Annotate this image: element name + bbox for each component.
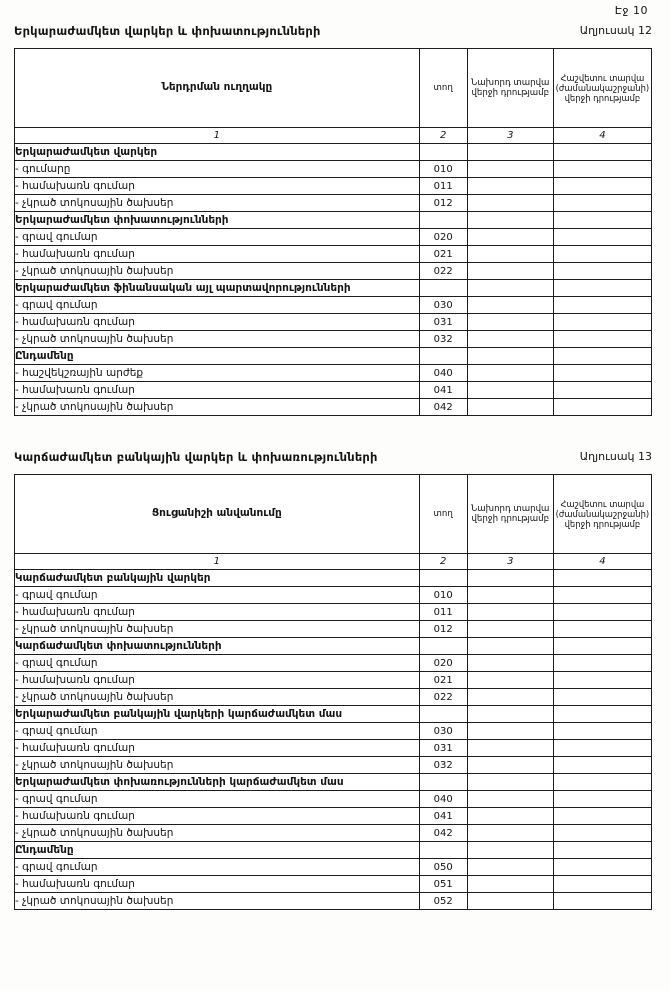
row-label: - գրավ գումար xyxy=(15,723,420,740)
row-value-prev-year[interactable] xyxy=(467,178,553,195)
row-value-report-year[interactable] xyxy=(553,893,651,910)
table-row xyxy=(15,263,652,280)
row-value-report-year[interactable] xyxy=(553,570,651,587)
row-label: - գրավ գումար xyxy=(15,655,420,672)
row-label: Երկարաժամկետ փոխատությունների xyxy=(15,212,420,229)
column-number-1: 1 xyxy=(15,554,420,570)
section-2-header xyxy=(14,450,652,470)
row-code xyxy=(419,774,467,791)
table-row xyxy=(15,825,652,842)
table-section-1 xyxy=(0,24,670,416)
row-value-prev-year[interactable] xyxy=(467,382,553,399)
row-code: 051 xyxy=(419,876,467,893)
row-label: - չկրած տոկոսային ծախսեր xyxy=(15,263,420,280)
row-code: 052 xyxy=(419,893,467,910)
row-label: - համախառն գումար xyxy=(15,382,420,399)
table-row xyxy=(15,314,652,331)
row-value-report-year[interactable] xyxy=(553,672,651,689)
table-row xyxy=(15,399,652,416)
column-number-2: 2 xyxy=(419,554,467,570)
row-value-report-year[interactable] xyxy=(553,263,651,280)
row-code: 010 xyxy=(419,161,467,178)
row-code: 040 xyxy=(419,791,467,808)
row-value-prev-year[interactable] xyxy=(467,587,553,604)
row-code: 011 xyxy=(419,178,467,195)
row-value-prev-year[interactable] xyxy=(467,825,553,842)
row-label: - հաշվեկշռային արժեք xyxy=(15,365,420,382)
row-value-report-year[interactable] xyxy=(553,229,651,246)
table-row xyxy=(15,859,652,876)
row-value-prev-year[interactable] xyxy=(467,893,553,910)
section-2-annex-label: Աղյուսակ 13 xyxy=(579,450,652,463)
row-code: 032 xyxy=(419,757,467,774)
row-value-prev-year[interactable] xyxy=(467,876,553,893)
row-value-report-year[interactable] xyxy=(553,348,651,365)
column-header-report-year: Հաշվետու տարվա (ժամանակաշրջանի) վերջի դրությամբ xyxy=(553,49,651,128)
row-value-report-year[interactable] xyxy=(553,212,651,229)
table-row xyxy=(15,672,652,689)
row-value-report-year[interactable] xyxy=(553,382,651,399)
row-value-report-year[interactable] xyxy=(553,399,651,416)
row-code: 030 xyxy=(419,723,467,740)
row-code: 021 xyxy=(419,246,467,263)
table-row xyxy=(15,348,652,365)
column-header-prev-year: Նախորդ տարվա վերջի դրությամբ xyxy=(467,49,553,128)
row-label: Երկարաժամկետ ֆինանսական այլ պարտավորությունների xyxy=(15,280,420,297)
row-value-prev-year[interactable] xyxy=(467,161,553,178)
row-code xyxy=(419,212,467,229)
column-header-code: տող xyxy=(419,475,467,554)
table-row xyxy=(15,808,652,825)
row-value-report-year[interactable] xyxy=(553,706,651,723)
row-label: - չկրած տոկոսային ծախսեր xyxy=(15,331,420,348)
row-label: - համախառն գումար xyxy=(15,672,420,689)
row-value-report-year[interactable] xyxy=(553,297,651,314)
row-value-prev-year[interactable] xyxy=(467,229,553,246)
column-number-1: 1 xyxy=(15,128,420,144)
row-value-report-year[interactable] xyxy=(553,246,651,263)
column-header-report-year: Հաշվետու տարվա (ժամանակաշրջանի) վերջի դրությամբ xyxy=(553,475,651,554)
table-row xyxy=(15,297,652,314)
row-value-prev-year[interactable] xyxy=(467,638,553,655)
table-row xyxy=(15,161,652,178)
table-1 xyxy=(14,48,652,416)
table-row xyxy=(15,604,652,621)
table-row xyxy=(15,144,652,161)
row-label: - համախառն գումար xyxy=(15,178,420,195)
table-row xyxy=(15,621,652,638)
row-value-report-year[interactable] xyxy=(553,195,651,212)
table-row xyxy=(15,655,652,672)
row-value-prev-year[interactable] xyxy=(467,280,553,297)
row-value-report-year[interactable] xyxy=(553,144,651,161)
row-code: 042 xyxy=(419,825,467,842)
row-value-report-year[interactable] xyxy=(553,876,651,893)
row-value-prev-year[interactable] xyxy=(467,144,553,161)
table-2-number-row xyxy=(15,554,652,570)
row-value-report-year[interactable] xyxy=(553,791,651,808)
row-value-report-year[interactable] xyxy=(553,638,651,655)
row-value-prev-year[interactable] xyxy=(467,757,553,774)
row-value-report-year[interactable] xyxy=(553,587,651,604)
row-value-report-year[interactable] xyxy=(553,740,651,757)
row-label: - չկրած տոկոսային ծախսեր xyxy=(15,621,420,638)
section-1-title: Երկարաժամկետ վարկեր և փոխատությունների xyxy=(14,24,321,38)
row-label: - գրավ գումար xyxy=(15,791,420,808)
table-row xyxy=(15,774,652,791)
row-value-report-year[interactable] xyxy=(553,331,651,348)
row-code: 040 xyxy=(419,365,467,382)
row-label: - համախառն գումար xyxy=(15,604,420,621)
row-value-prev-year[interactable] xyxy=(467,263,553,280)
row-label: - համախառն գումար xyxy=(15,808,420,825)
row-value-prev-year[interactable] xyxy=(467,604,553,621)
row-value-prev-year[interactable] xyxy=(467,689,553,706)
table-row xyxy=(15,229,652,246)
row-label: Երկարաժամկետ բանկային վարկերի կարճաժամկետ մաս xyxy=(15,706,420,723)
table-row xyxy=(15,331,652,348)
table-row xyxy=(15,178,652,195)
row-code xyxy=(419,348,467,365)
row-value-prev-year[interactable] xyxy=(467,399,553,416)
row-code xyxy=(419,280,467,297)
row-value-report-year[interactable] xyxy=(553,161,651,178)
row-code: 012 xyxy=(419,621,467,638)
row-value-prev-year[interactable] xyxy=(467,655,553,672)
row-value-report-year[interactable] xyxy=(553,808,651,825)
table-row xyxy=(15,706,652,723)
row-code: 041 xyxy=(419,382,467,399)
page-number: Էջ 10 xyxy=(614,4,648,17)
row-label: Կարճաժամկետ բանկային վարկեր xyxy=(15,570,420,587)
row-label: - գումարը xyxy=(15,161,420,178)
row-code: 042 xyxy=(419,399,467,416)
column-number-4: 4 xyxy=(553,128,651,144)
row-value-prev-year[interactable] xyxy=(467,791,553,808)
column-number-4: 4 xyxy=(553,554,651,570)
row-value-prev-year[interactable] xyxy=(467,331,553,348)
row-value-report-year[interactable] xyxy=(553,689,651,706)
table-row xyxy=(15,212,652,229)
row-value-prev-year[interactable] xyxy=(467,621,553,638)
row-label: Ընդամենը xyxy=(15,348,420,365)
row-label: Կարճաժամկետ փոխատությունների xyxy=(15,638,420,655)
table-row xyxy=(15,876,652,893)
table-row xyxy=(15,893,652,910)
row-value-report-year[interactable] xyxy=(553,842,651,859)
row-value-report-year[interactable] xyxy=(553,604,651,621)
row-code: 011 xyxy=(419,604,467,621)
row-value-prev-year[interactable] xyxy=(467,348,553,365)
row-value-prev-year[interactable] xyxy=(467,246,553,263)
row-label: - համախառն գումար xyxy=(15,740,420,757)
row-label: Ընդամենը xyxy=(15,842,420,859)
table-row xyxy=(15,195,652,212)
row-value-prev-year[interactable] xyxy=(467,808,553,825)
row-value-report-year[interactable] xyxy=(553,365,651,382)
row-code xyxy=(419,638,467,655)
table-row xyxy=(15,587,652,604)
row-label: - չկրած տոկոսային ծախսեր xyxy=(15,757,420,774)
row-label: - գրավ գումար xyxy=(15,859,420,876)
row-code: 020 xyxy=(419,655,467,672)
row-value-report-year[interactable] xyxy=(553,774,651,791)
row-label: - չկրած տոկոսային ծախսեր xyxy=(15,689,420,706)
row-value-report-year[interactable] xyxy=(553,314,651,331)
row-value-prev-year[interactable] xyxy=(467,672,553,689)
row-code xyxy=(419,144,467,161)
row-code: 031 xyxy=(419,314,467,331)
row-value-report-year[interactable] xyxy=(553,825,651,842)
row-value-prev-year[interactable] xyxy=(467,723,553,740)
row-value-report-year[interactable] xyxy=(553,280,651,297)
row-value-prev-year[interactable] xyxy=(467,570,553,587)
row-value-report-year[interactable] xyxy=(553,178,651,195)
row-code: 041 xyxy=(419,808,467,825)
row-value-report-year[interactable] xyxy=(553,723,651,740)
table-row xyxy=(15,791,652,808)
row-label: - գրավ գումար xyxy=(15,587,420,604)
column-header-name: Ցուցանիշի անվանումը xyxy=(15,475,420,554)
row-value-report-year[interactable] xyxy=(553,859,651,876)
row-value-prev-year[interactable] xyxy=(467,297,553,314)
row-value-prev-year[interactable] xyxy=(467,706,553,723)
row-code: 010 xyxy=(419,587,467,604)
table-row xyxy=(15,638,652,655)
row-label: - չկրած տոկոսային ծախսեր xyxy=(15,195,420,212)
column-header-prev-year: Նախորդ տարվա վերջի դրությամբ xyxy=(467,475,553,554)
row-code: 022 xyxy=(419,263,467,280)
row-label: - համախառն գումար xyxy=(15,876,420,893)
row-label: Երկարաժամկետ վարկեր xyxy=(15,144,420,161)
table-section-2 xyxy=(0,450,670,910)
row-code xyxy=(419,842,467,859)
row-value-prev-year[interactable] xyxy=(467,740,553,757)
column-header-code: տող xyxy=(419,49,467,128)
column-number-2: 2 xyxy=(419,128,467,144)
row-label: - գրավ գումար xyxy=(15,297,420,314)
row-code: 050 xyxy=(419,859,467,876)
column-number-3: 3 xyxy=(467,554,553,570)
table-1-number-row xyxy=(15,128,652,144)
row-label: - համախառն գումար xyxy=(15,246,420,263)
row-label: - համախառն գումար xyxy=(15,314,420,331)
row-label: - չկրած տոկոսային ծախսեր xyxy=(15,399,420,416)
row-code xyxy=(419,706,467,723)
table-row xyxy=(15,842,652,859)
table-row xyxy=(15,740,652,757)
row-value-prev-year[interactable] xyxy=(467,365,553,382)
table-row xyxy=(15,757,652,774)
table-row xyxy=(15,570,652,587)
row-value-report-year[interactable] xyxy=(553,757,651,774)
table-row xyxy=(15,382,652,399)
table-row xyxy=(15,689,652,706)
table-row xyxy=(15,723,652,740)
row-code: 031 xyxy=(419,740,467,757)
table-row xyxy=(15,246,652,263)
column-number-3: 3 xyxy=(467,128,553,144)
table-row xyxy=(15,365,652,382)
column-header-name: Ներդրման ուղղակը xyxy=(15,49,420,128)
row-value-prev-year[interactable] xyxy=(467,212,553,229)
row-code: 030 xyxy=(419,297,467,314)
table-2-body xyxy=(15,570,652,910)
table-row xyxy=(15,280,652,297)
row-code xyxy=(419,570,467,587)
row-code: 012 xyxy=(419,195,467,212)
row-code: 021 xyxy=(419,672,467,689)
section-1-annex-label: Աղյուսակ 12 xyxy=(579,24,652,37)
table-2 xyxy=(14,474,652,910)
row-label: Երկարաժամկետ փոխառությունների կարճաժամկետ մաս xyxy=(15,774,420,791)
row-code: 032 xyxy=(419,331,467,348)
table-1-header-row xyxy=(15,49,652,128)
row-code: 020 xyxy=(419,229,467,246)
row-value-prev-year[interactable] xyxy=(467,842,553,859)
row-value-prev-year[interactable] xyxy=(467,195,553,212)
row-value-prev-year[interactable] xyxy=(467,859,553,876)
section-2-title: Կարճաժամկետ բանկային վարկեր և փոխառությունների xyxy=(14,450,378,464)
row-label: - չկրած տոկոսային ծախսեր xyxy=(15,825,420,842)
row-code: 022 xyxy=(419,689,467,706)
table-2-header-row xyxy=(15,475,652,554)
section-1-header xyxy=(14,24,652,44)
table-1-body xyxy=(15,144,652,416)
row-label: - չկրած տոկոսային ծախսեր xyxy=(15,893,420,910)
row-value-prev-year[interactable] xyxy=(467,314,553,331)
row-value-report-year[interactable] xyxy=(553,655,651,672)
row-label: - գրավ գումար xyxy=(15,229,420,246)
row-value-report-year[interactable] xyxy=(553,621,651,638)
row-value-prev-year[interactable] xyxy=(467,774,553,791)
